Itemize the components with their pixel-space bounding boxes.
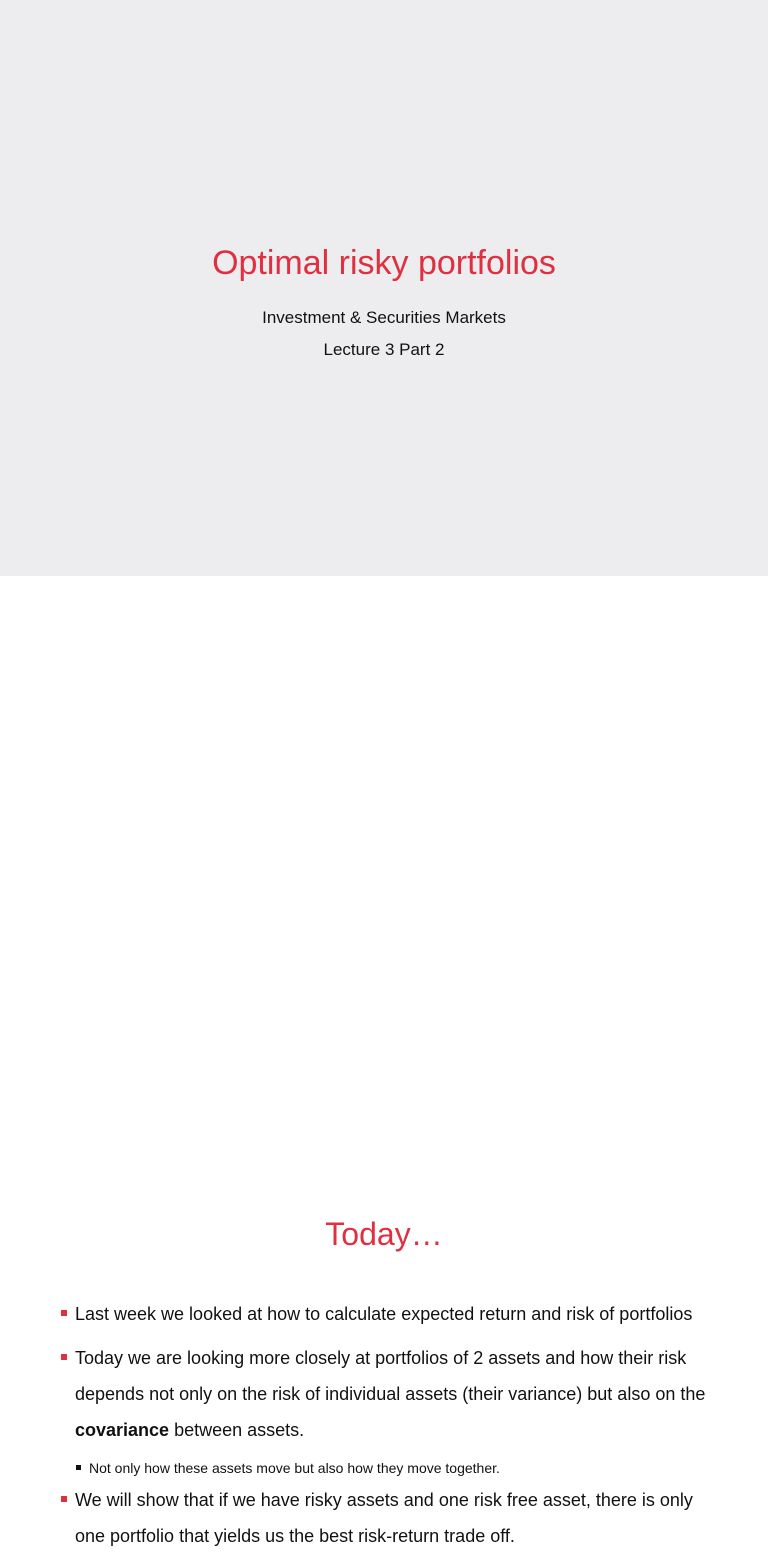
bullet-text: We will show that if we have risky assets and one risk free asset, there is only one portfolio that yields us the best risk-return trade off. xyxy=(75,1490,693,1546)
bullet-item xyxy=(60,1482,720,1554)
bullet-text: Last week we looked at how to calculate expected return and risk of portfolios xyxy=(75,1304,693,1324)
sub-bullet-item xyxy=(60,1456,720,1480)
bullet-bold-term: covariance xyxy=(75,1420,170,1440)
bullet-text-end: between assets. xyxy=(169,1420,305,1440)
bullet-item xyxy=(60,1296,720,1332)
bullet-text: Today we are looking more closely at portfolios of 2 assets and how their risk depends not only on the risk of individual assets (their variance) but also on the xyxy=(75,1348,706,1404)
sub-bullet-list xyxy=(60,1456,720,1480)
lecture-label: Lecture 3 Part 2 xyxy=(323,340,445,359)
sub-bullet-text: Not only how these assets move but also how they move together. xyxy=(89,1460,500,1476)
sub-bullet-square-icon xyxy=(76,1465,81,1470)
bullet-list xyxy=(60,1296,720,1562)
title-slide xyxy=(0,0,768,576)
slide-title: Optimal risky portfolios xyxy=(212,244,556,282)
bullet-square-icon xyxy=(61,1310,67,1316)
content-slide xyxy=(0,576,768,1546)
bullet-item xyxy=(60,1340,720,1448)
bullet-square-icon xyxy=(61,1354,67,1360)
sub-bullet-group xyxy=(60,1456,720,1480)
content-heading: Today… xyxy=(325,1216,443,1252)
bullet-square-icon xyxy=(61,1496,67,1502)
course-name: Investment & Securities Markets xyxy=(262,308,506,327)
